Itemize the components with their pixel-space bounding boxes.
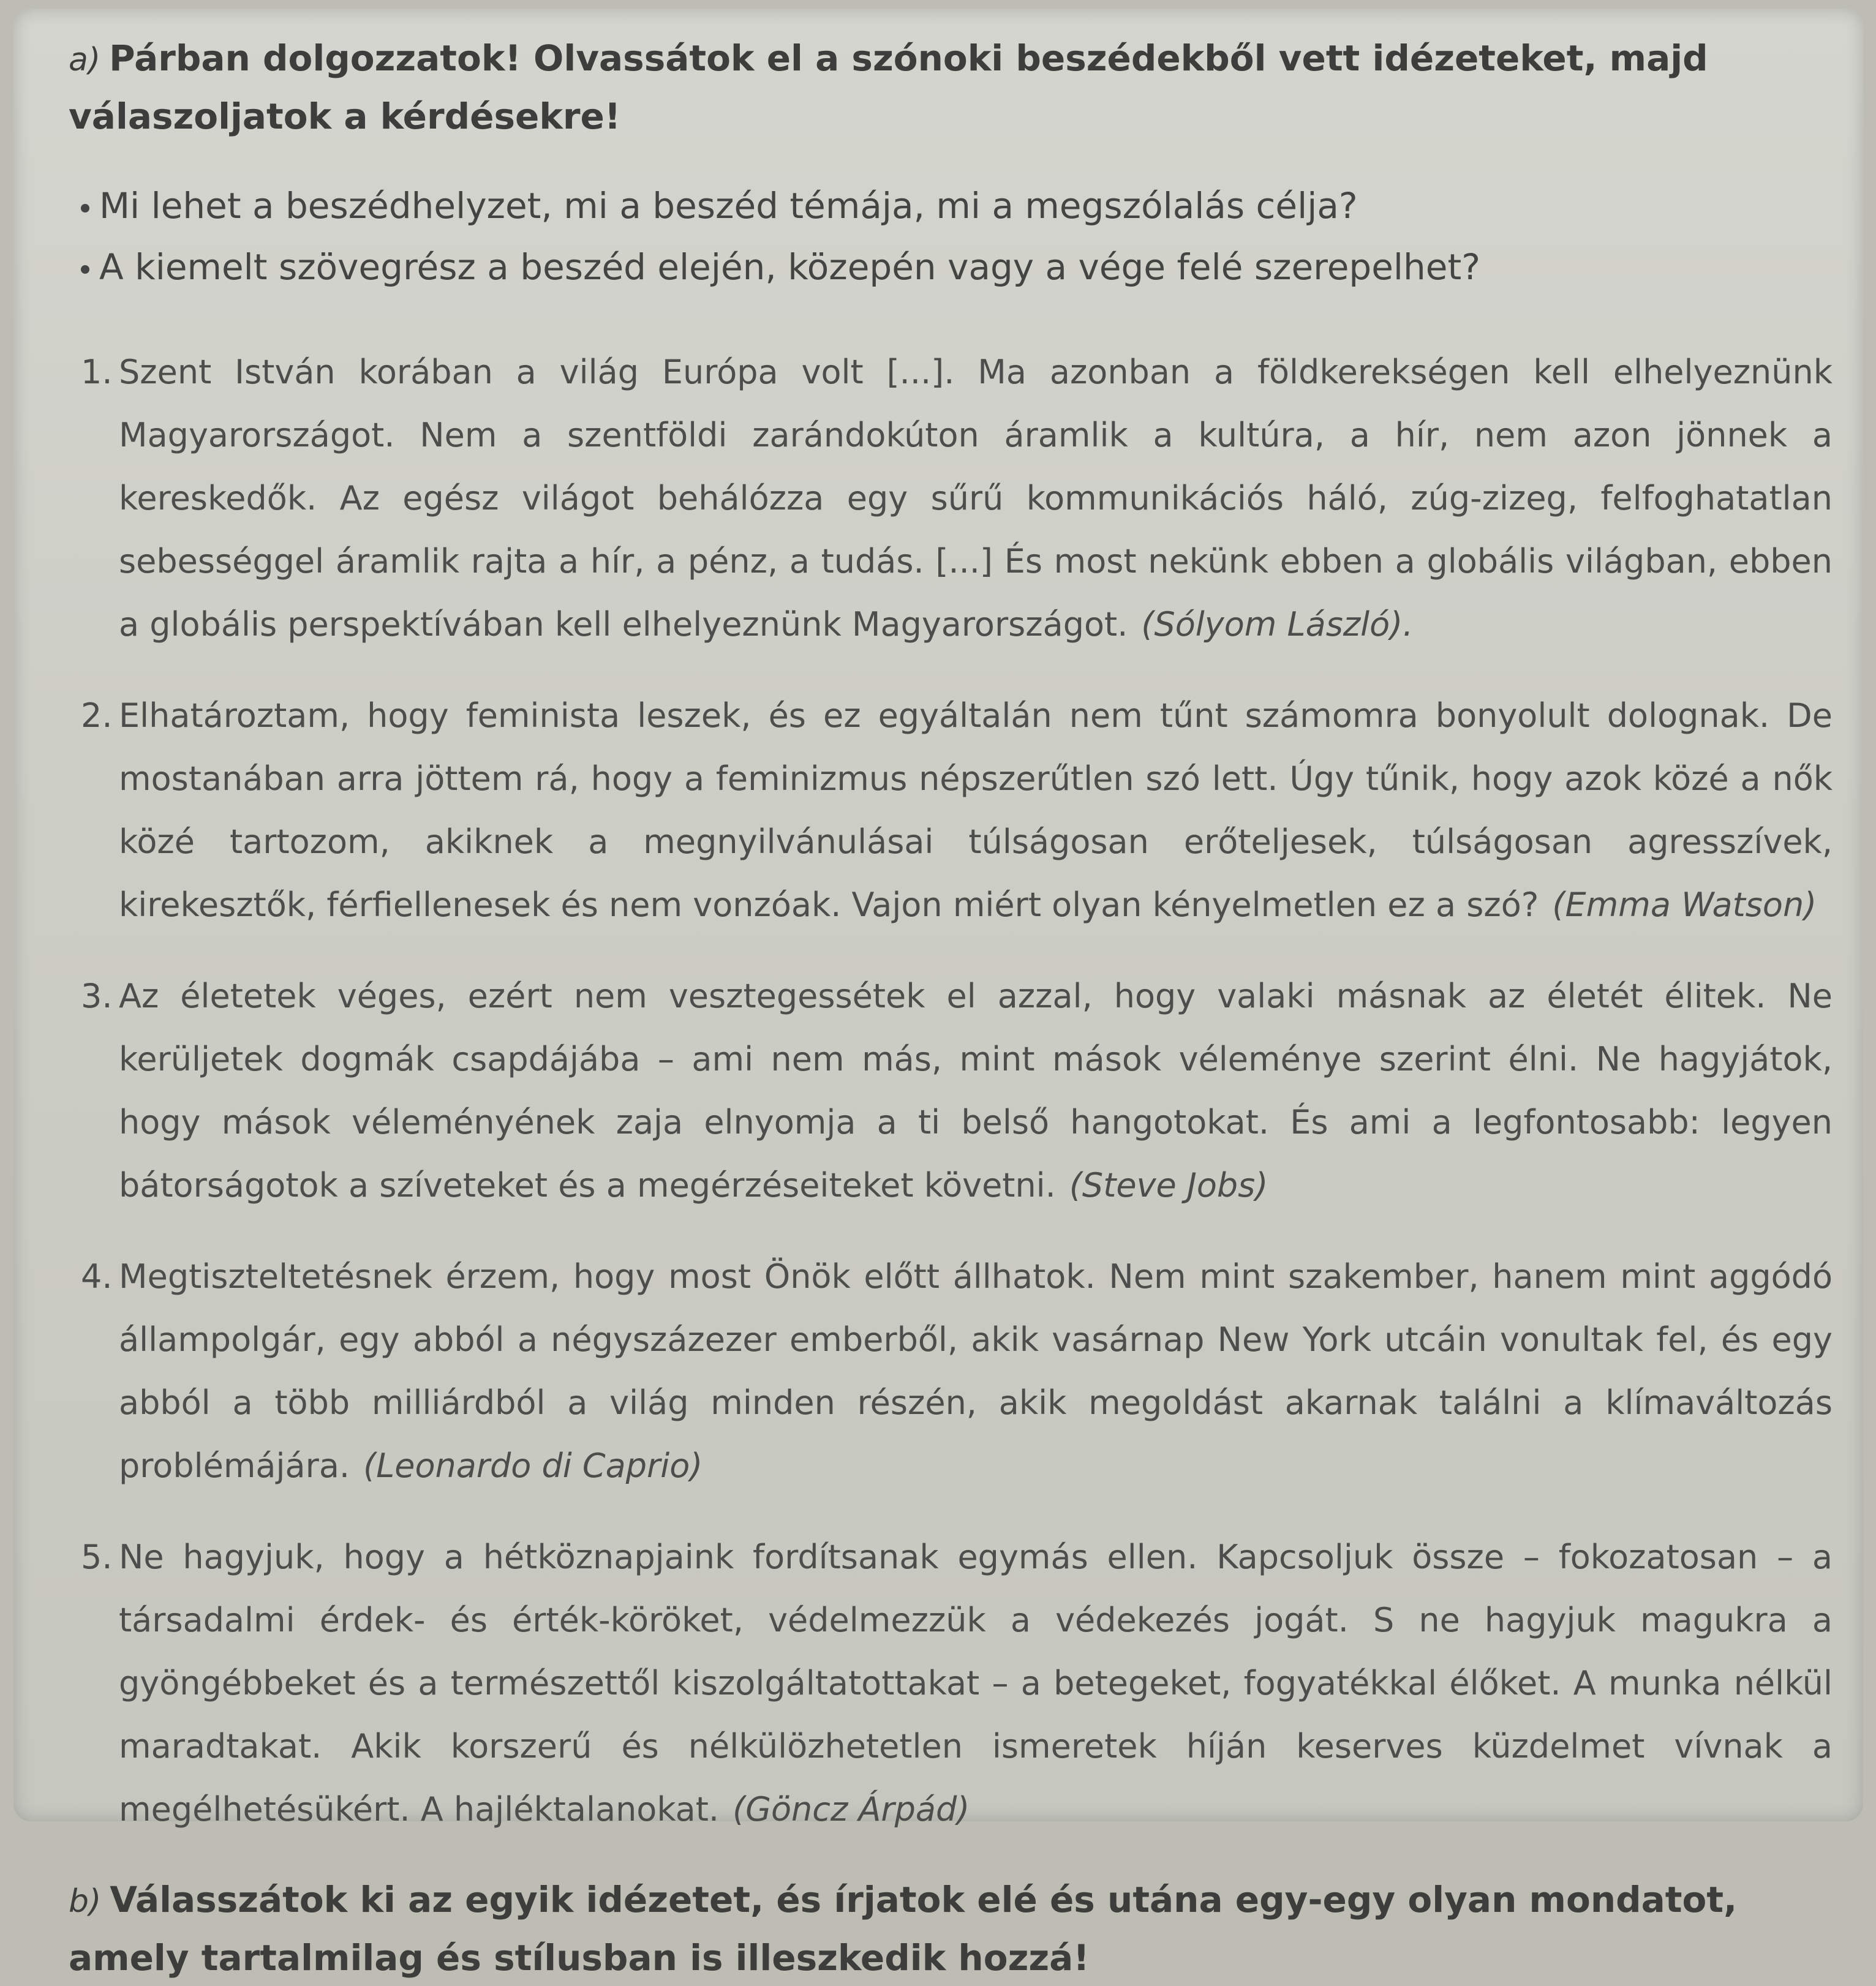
quote-text: Ne hagyjuk, hogy a hétköznapjaink fordítsanak egymás ellen. Kapcsoljuk össze – fokozatosan – a társadalmi érdek- és érték-köröket, védelmezzük a védekezés jogát. S ne hagyjuk magukra a gyöngébbeket és a természettől kiszolgáltatottakat – a betegeket, fogyatékkal élőket. A munka nélkül maradtakat. Akik korszerű és nélkülözhetetlen ismeretek híján keserves küzdelmet vívnak a megélhetésükért. A hajléktalanokat.: [119, 1538, 1833, 1829]
quote-author: (Göncz Árpád): [733, 1790, 970, 1829]
task-a-instruction: [69, 30, 1833, 145]
bullet-icon: [81, 204, 89, 213]
quote-text: Az életetek véges, ezért nem vesztegessétek el azzal, hogy valaki másnak az életét élitek. Ne kerüljetek dogmák csapdájába – ami nem más, mint mások véleménye szerint élni. Ne hagyjátok, hogy mások véleményének zaja elnyomja a ti belső hangotokat. És ami a legfontosabb: legyen bátorságotok a szíveteket és a megérzéseiteket követni.: [119, 977, 1833, 1205]
quote-item: [81, 1525, 1833, 1841]
quote-author: (Steve Jobs): [1069, 1166, 1268, 1205]
task-a-text: Párban dolgozzatok! Olvassátok el a szónoki beszédekből vett idézeteket, majd válaszoljatok a kérdésekre!: [69, 37, 1708, 137]
task-b-instruction: [69, 1871, 1833, 1986]
bullet-icon: [81, 265, 89, 274]
quote-item: [81, 340, 1833, 656]
question-item: [81, 175, 1833, 236]
textbook-page: [13, 9, 1863, 1979]
question-item: [81, 236, 1833, 298]
quote-text: Szent István korában a világ Európa volt [...]. Ma azonban a földkerekségen kell elhelyeznünk Magyarországot. Nem a szentföldi zarándokúton áramlik a kultúra, a hír, nem azon jönnek a kereskedők. Az egész világot behálózza egy sűrű kommunikációs háló, zúg-zizeg, felfoghatatlan sebességgel áramlik rajta a hír, a pénz, a tudás. [...] És most nekünk ebben a globális világban, ebben a globális perspektívában kell elhelyeznünk Magyarországot.: [119, 353, 1833, 644]
question-text: A kiemelt szövegrész a beszéd elején, közepén vagy a vége felé szerepelhet?: [99, 246, 1481, 288]
question-list: [81, 175, 1833, 298]
quote-number: 1.: [81, 353, 113, 391]
quote-author: (Leonardo di Caprio): [363, 1446, 703, 1485]
task-a-letter: a): [69, 42, 101, 78]
question-text: Mi lehet a beszédhelyzet, mi a beszéd témája, mi a megszólalás célja?: [99, 185, 1358, 227]
quote-number: 5.: [81, 1538, 113, 1576]
task-b-letter: b): [69, 1883, 102, 1920]
quote-item: [81, 965, 1833, 1217]
quote-number: 3.: [81, 977, 113, 1015]
quote-number: 2.: [81, 696, 113, 735]
quote-number: 4.: [81, 1257, 113, 1296]
quote-item: [81, 684, 1833, 936]
quote-item: [81, 1245, 1833, 1497]
page-content: [69, 30, 1833, 1986]
quote-text: Megtiszteltetésnek érzem, hogy most Önök előtt állhatok. Nem mint szakember, hanem mint aggódó állampolgár, egy abból a négyszázezer emberből, akik vasárnap New York utcáin vonultak fel, és egy abból a több milliárdból a világ minden részén, akik megoldást akarnak találni a klímaváltozás problémájára.: [119, 1257, 1833, 1485]
quote-text: Elhatároztam, hogy feminista leszek, és ez egyáltalán nem tűnt számomra bonyolult dolognak. De mostanában arra jöttem rá, hogy a feminizmus népszerűtlen szó lett. Úgy tűnik, hogy azok közé a nők közé tartozom, akiknek a megnyilvánulásai túlságosan erőteljesek, túlságosan agresszívek, kirekesztők, férfiellenesek és nem vonzóak. Vajon miért olyan kényelmetlen ez a szó?: [119, 696, 1833, 924]
task-b-text: Válasszátok ki az egyik idézetet, és írjatok elé és utána egy-egy olyan mondatot, amely tartalmilag és stílusban is illeszkedik hozzá!: [69, 1879, 1738, 1979]
quote-author: (Emma Watson): [1552, 886, 1817, 924]
quote-list: [81, 340, 1833, 1841]
quote-author: (Sólyom László).: [1141, 605, 1414, 644]
